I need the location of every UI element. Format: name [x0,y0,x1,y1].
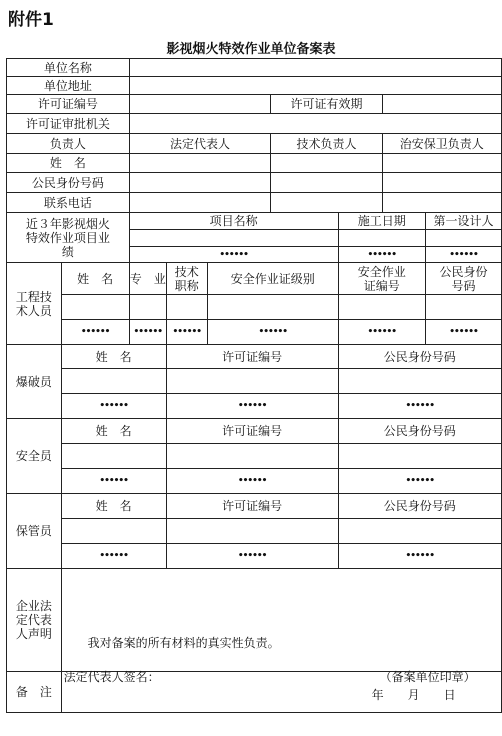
ellipsis-dots: •••••• [426,247,502,263]
custodian-row[interactable] [166,519,338,544]
responsible-id-label: 公民身份号码 [7,173,130,193]
ellipsis-dots: •••••• [166,544,338,569]
ellipsis-dots: •••••• [426,320,502,345]
responsible-phone-label: 联系电话 [7,193,130,213]
ellipsis-dots: •••••• [129,247,338,263]
safety-row[interactable] [338,444,501,469]
ellipsis-dots: •••••• [61,394,166,419]
ellipsis-dots: •••••• [61,544,166,569]
tech-lead-phone[interactable] [271,193,382,213]
responsible-header: 负责人 [7,134,130,154]
custodian-license-header: 许可证编号 [166,494,338,519]
engineer-row[interactable] [426,295,502,320]
safety-name-header: 姓 名 [61,419,166,444]
registration-form-table [6,58,502,713]
engineer-cert-no-header: 安全作业证编号 [338,263,426,295]
license-no-value[interactable] [129,95,271,114]
engineers-label: 工程技术人员 [7,263,62,345]
declaration-area [61,569,501,702]
ellipsis-dots: •••••• [61,320,129,345]
seal-label: （备案单位印章） [379,670,476,684]
custodian-id-header: 公民身份号码 [338,494,501,519]
unit-name-label: 单位名称 [7,59,130,77]
ellipsis-dots: •••••• [129,320,166,345]
tech-lead-name[interactable] [271,154,382,173]
ellipsis-dots: •••••• [207,320,338,345]
declaration-statement: 我对备案的所有材料的真实性负责。 [87,636,280,650]
legal-rep-phone[interactable] [129,193,271,213]
approval-authority-value[interactable] [129,114,501,134]
unit-address-value[interactable] [129,77,501,95]
project-row[interactable] [426,230,502,247]
responsible-name-label: 姓 名 [7,154,130,173]
blaster-row[interactable] [338,369,501,394]
legal-rep-name[interactable] [129,154,271,173]
legal-rep-header: 法定代表人 [129,134,271,154]
security-lead-header: 治安保卫负责人 [382,134,501,154]
first-designer-header: 第一设计人 [426,213,502,230]
ellipsis-dots: •••••• [338,247,426,263]
unit-name-value[interactable] [129,59,501,77]
ellipsis-dots: •••••• [338,469,501,494]
unit-address-label: 单位地址 [7,77,130,95]
project-row[interactable] [129,230,338,247]
custodian-label: 保管员 [7,494,62,569]
project-performance-label: 近３年影视烟火特效作业项目业绩 [7,213,130,263]
safety-row[interactable] [61,444,166,469]
security-lead-name[interactable] [382,154,501,173]
signature-label: 法定代表人签名： [63,670,160,684]
engineer-row[interactable] [166,295,207,320]
safety-license-header: 许可证编号 [166,419,338,444]
blaster-id-header: 公民身份号码 [338,345,501,369]
engineer-name-header: 姓 名 [61,263,129,295]
engineer-title-header: 技术职称 [166,263,207,295]
remarks-label: 备 注 [7,672,62,713]
attachment-label: 附件1 [8,10,54,30]
license-validity-value[interactable] [382,95,501,114]
ellipsis-dots: •••••• [338,544,501,569]
engineer-row[interactable] [338,295,426,320]
form-title: 影视烟火特效作业单位备案表 [166,42,336,57]
declaration-label: 企业法定代表人声明 [7,569,62,672]
approval-authority-label: 许可证审批机关 [7,114,130,134]
engineer-major-header: 专 业 [129,263,166,295]
tech-lead-id[interactable] [271,173,382,193]
safety-officer-label: 安全员 [7,419,62,494]
blaster-label: 爆破员 [7,345,62,419]
blaster-name-header: 姓 名 [61,345,166,369]
blaster-row[interactable] [61,369,166,394]
ellipsis-dots: •••••• [166,320,207,345]
engineer-cert-level-header: 安全作业证级别 [207,263,338,295]
date-label: 年 月 日 [371,688,456,702]
ellipsis-dots: •••••• [166,469,338,494]
construction-date-header: 施工日期 [338,213,426,230]
custodian-name-header: 姓 名 [61,494,166,519]
ellipsis-dots: •••••• [338,394,501,419]
ellipsis-dots: •••••• [166,394,338,419]
blaster-license-header: 许可证编号 [166,345,338,369]
ellipsis-dots: •••••• [61,469,166,494]
ellipsis-dots: •••••• [338,320,426,345]
engineer-row[interactable] [61,295,129,320]
license-no-label: 许可证编号 [7,95,130,114]
project-row[interactable] [338,230,426,247]
engineer-row[interactable] [207,295,338,320]
security-lead-id[interactable] [382,173,501,193]
license-validity-label: 许可证有效期 [271,95,382,114]
security-lead-phone[interactable] [382,193,501,213]
tech-lead-header: 技术负责人 [271,134,382,154]
legal-rep-id[interactable] [129,173,271,193]
engineer-id-header: 公民身份号码 [426,263,502,295]
safety-row[interactable] [166,444,338,469]
custodian-row[interactable] [338,519,501,544]
custodian-row[interactable] [61,519,166,544]
engineer-row[interactable] [129,295,166,320]
safety-id-header: 公民身份号码 [338,419,501,444]
project-name-header: 项目名称 [129,213,338,230]
blaster-row[interactable] [166,369,338,394]
